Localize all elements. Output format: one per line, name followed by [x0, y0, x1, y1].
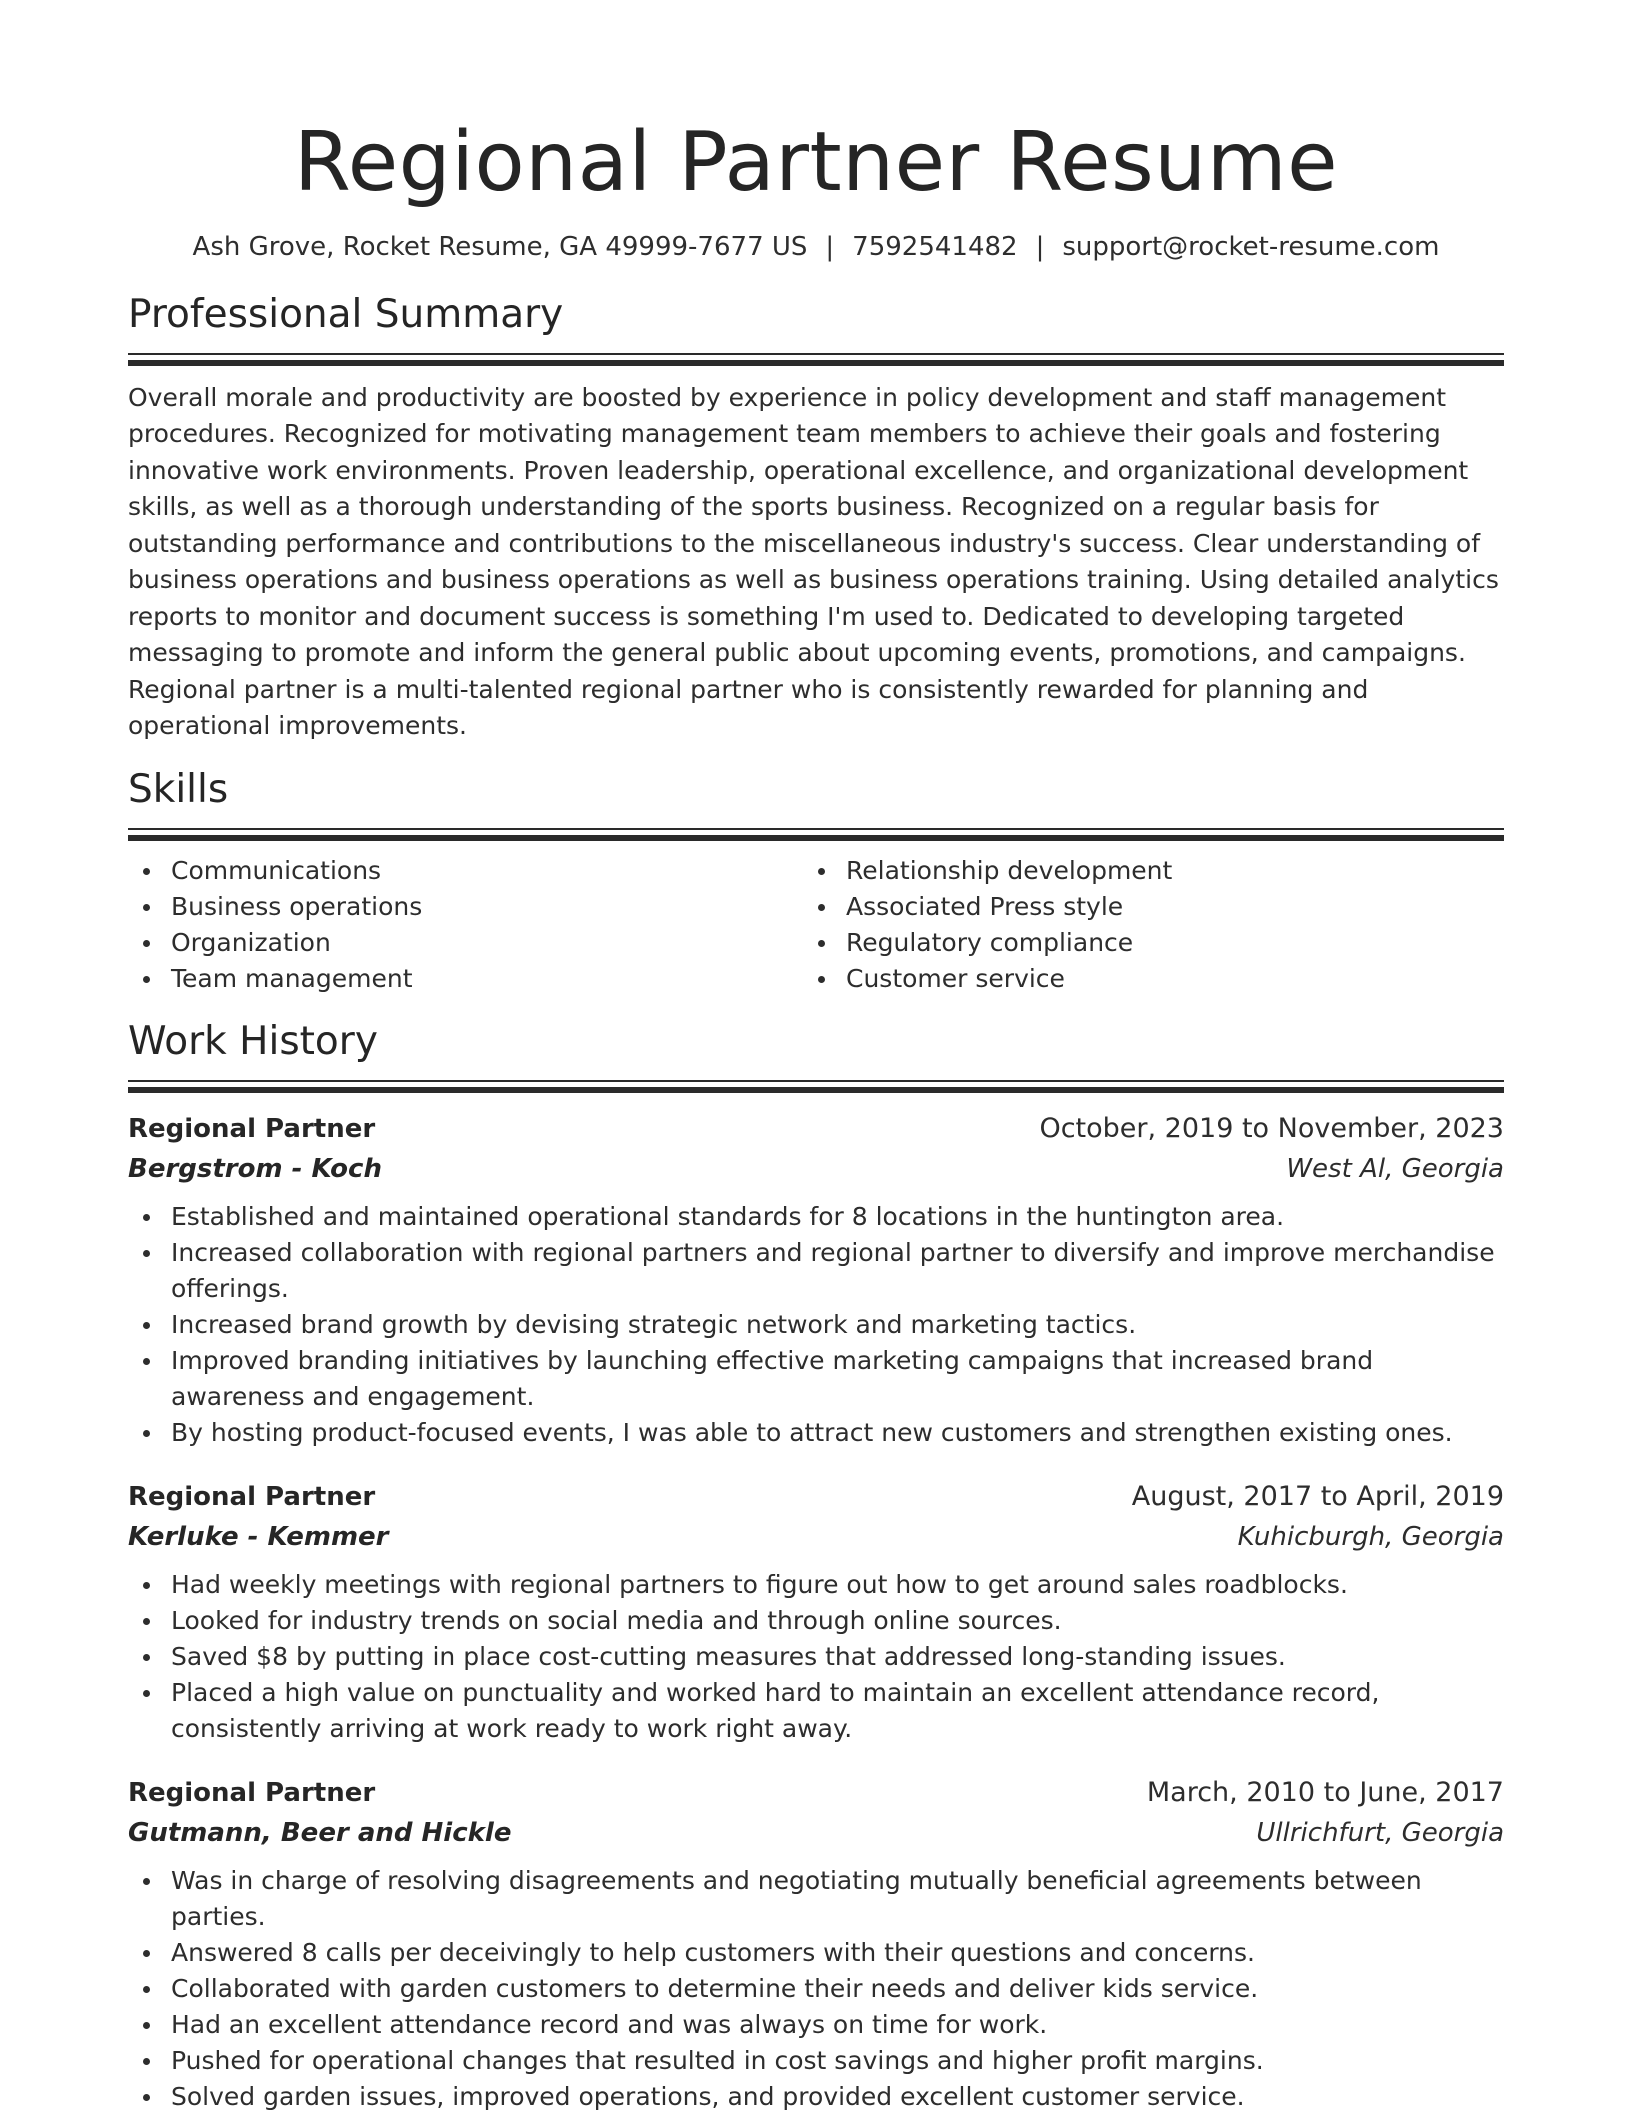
job-company: Gutmann, Beer and Hickle [128, 1817, 512, 1848]
job-bullets [128, 1863, 1504, 2115]
job-location: Ullrichfurt, Georgia [1256, 1817, 1504, 1848]
skill-item: Team management [128, 961, 803, 997]
summary-section-header [128, 292, 1504, 366]
job-bullet: Established and maintained operational standards for 8 locations in the huntington area. [128, 1199, 1504, 1235]
job-entry [128, 1477, 1504, 1747]
work-section-header [128, 1019, 1504, 1093]
work-history-list [128, 1109, 1504, 2115]
page-title: Regional Partner Resume [293, 115, 1339, 210]
job-bullet: Increased collaboration with regional partners and regional partner to diversify and improve merchandise offerings. [128, 1235, 1504, 1307]
job-company: Kerluke - Kemmer [128, 1521, 389, 1552]
work-heading: Work History [128, 1018, 378, 1064]
skills-list [128, 853, 1504, 997]
job-bullet: Saved $8 by putting in place cost-cutting measures that addressed long-standing issues. [128, 1639, 1504, 1675]
skill-item: Regulatory compliance [803, 925, 1478, 961]
job-bullet: Improved branding initiatives by launching effective marketing campaigns that increased brand awareness and engagement. [128, 1343, 1504, 1415]
skill-item: Communications [128, 853, 803, 889]
job-company: Bergstrom - Koch [128, 1153, 382, 1184]
skill-item: Customer service [803, 961, 1478, 997]
contact-email: support@rocket-resume.com [1062, 232, 1440, 263]
job-bullet: Looked for industry trends on social media and through online sources. [128, 1603, 1504, 1639]
skill-item: Business operations [128, 889, 803, 925]
summary-text: Overall morale and productivity are boosted by experience in policy development and staff management procedures. Recognized for motivating management team members to achieve their goals and fostering innovative work environments. Proven leadership, operational excellence, and organizational development skills, as well as a thorough understanding of the sports business. Recognized on a regular basis for outstanding performance and contributions to the miscellaneous industry's success. Clear understanding of business operations and business operations as well as business operations training. Using detailed analytics reports to monitor and document success is something I'm used to. Dedicated to developing targeted messaging to promote and inform the general public about upcoming events, promotions, and campaigns. Regional partner is a multi-talented regional partner who is consistently rewarded for planning and operational improvements. [128, 382, 1499, 741]
job-title: Regional Partner [128, 1113, 376, 1144]
section-divider [128, 1080, 1504, 1093]
job-bullet: Placed a high value on punctuality and worked hard to maintain an excellent attendance record, consistently arriving at work ready to work right away. [128, 1675, 1504, 1747]
skill-item: Organization [128, 925, 803, 961]
skills-section-header [128, 767, 1504, 841]
skills-column-right [803, 853, 1478, 997]
job-bullet: By hosting product-focused events, I was able to attract new customers and strengthen existing ones. [128, 1415, 1504, 1451]
job-bullet: Had weekly meetings with regional partners to figure out how to get around sales roadblocks. [128, 1567, 1504, 1603]
job-dates: March, 2010 to June, 2017 [1146, 1776, 1504, 1808]
job-entry [128, 1109, 1504, 1451]
job-title: Regional Partner [128, 1481, 376, 1512]
job-bullet: Increased brand growth by devising strategic network and marketing tactics. [128, 1307, 1504, 1343]
job-dates: October, 2019 to November, 2023 [1039, 1112, 1504, 1144]
section-divider [128, 353, 1504, 366]
job-bullet: Pushed for operational changes that resulted in cost savings and higher profit margins. [128, 2043, 1504, 2079]
skills-heading: Skills [128, 766, 229, 812]
job-bullet: Had an excellent attendance record and was always on time for work. [128, 2007, 1504, 2043]
job-bullets [128, 1567, 1504, 1747]
job-bullet: Collaborated with garden customers to determine their needs and deliver kids service. [128, 1971, 1504, 2007]
contact-line [128, 232, 1504, 262]
job-entry [128, 1773, 1504, 2115]
job-dates: August, 2017 to April, 2019 [1131, 1480, 1504, 1512]
job-bullet: Answered 8 calls per deceivingly to help customers with their questions and concerns. [128, 1935, 1504, 1971]
section-divider [128, 828, 1504, 841]
job-bullet: Solved garden issues, improved operations, and provided excellent customer service. [128, 2079, 1504, 2115]
job-location: West Al, Georgia [1286, 1153, 1504, 1184]
job-location: Kuhicburgh, Georgia [1237, 1521, 1504, 1552]
contact-separator: | [825, 232, 835, 263]
contact-address: Ash Grove, Rocket Resume, GA 49999-7677 US [192, 232, 808, 263]
skills-column-left [128, 853, 803, 997]
contact-phone: 7592541482 [852, 232, 1018, 263]
contact-separator: | [1035, 232, 1045, 263]
summary-heading: Professional Summary [128, 292, 564, 338]
skill-item: Associated Press style [803, 889, 1478, 925]
job-bullet: Was in charge of resolving disagreements and negotiating mutually beneficial agreements between parties. [128, 1863, 1504, 1935]
skill-item: Relationship development [803, 853, 1478, 889]
job-title: Regional Partner [128, 1777, 376, 1808]
job-bullets [128, 1199, 1504, 1451]
